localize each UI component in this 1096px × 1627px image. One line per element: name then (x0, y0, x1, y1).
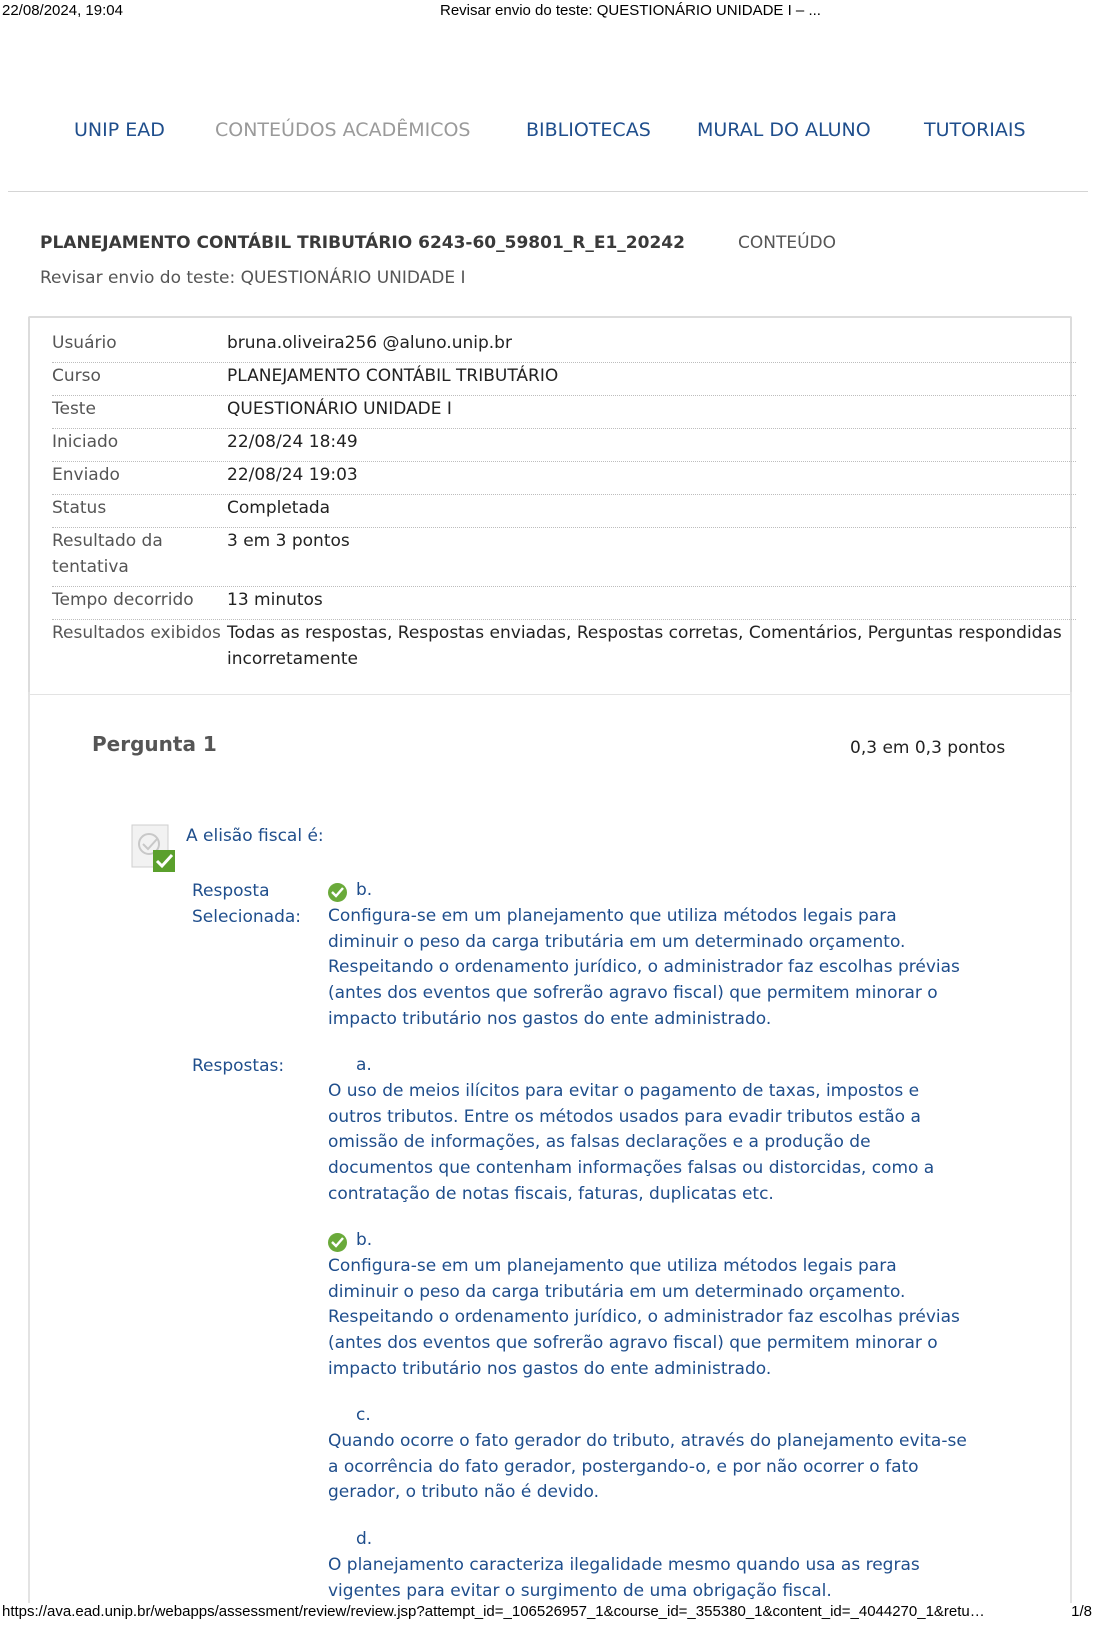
summary-row-usuario (52, 330, 1076, 363)
summary-label: Resultado da tentativa (52, 531, 163, 577)
summary-value: PLANEJAMENTO CONTÁBIL TRIBUTÁRIO (227, 366, 559, 386)
question-score: 0,3 em 0,3 pontos (850, 738, 1006, 758)
selected-answer-letter: b. (328, 878, 968, 904)
answer-option-b (328, 1228, 968, 1383)
print-title: Revisar envio do teste: QUESTIONÁRIO UNIDADE I – ... (440, 2, 821, 19)
summary-label: Enviado (52, 465, 120, 485)
answer-letter: a. (356, 1055, 372, 1075)
summary-row-tempo (52, 587, 1076, 620)
print-footer (0, 1603, 1096, 1623)
summary-label: Teste (52, 399, 96, 419)
answer-letter: c. (356, 1405, 371, 1425)
answer-text: O planejamento caracteriza ilegalidade mesmo quando usa as regras vigentes para evitar o surgimento de uma obrigação fiscal. (328, 1554, 920, 1601)
summary-row-iniciado (52, 429, 1076, 462)
print-header (0, 2, 1096, 22)
content-link[interactable]: CONTEÚDO (738, 233, 837, 253)
summary-row-resultados-exibidos (52, 620, 1076, 678)
check-icon (328, 1233, 347, 1252)
nav-mural-do-aluno[interactable]: MURAL DO ALUNO (697, 119, 871, 141)
answer-option-c (328, 1403, 968, 1506)
summary-label: Curso (52, 366, 101, 386)
summary-value: Completada (227, 498, 331, 518)
answer-letter: d. (356, 1529, 373, 1549)
answer-text: O uso de meios ilícitos para evitar o pagamento de taxas, impostos e outros tributos. Entre os métodos usados para evadir tributos estão a omissão de informações, as falsas declarações e a produção de documentos que contenham informações falsas ou distorcidas, como a contratação de notas fiscais, faturas, duplicatas etc. (328, 1080, 935, 1204)
answer-option-a (328, 1053, 968, 1208)
print-page-number: 1/8 (1071, 1603, 1092, 1620)
summary-label: Status (52, 498, 107, 518)
summary-row-status (52, 495, 1076, 528)
summary-value: QUESTIONÁRIO UNIDADE I (227, 399, 452, 419)
summary-label: Usuário (52, 333, 117, 353)
summary-row-resultado (52, 528, 1076, 587)
summary-row-enviado (52, 462, 1076, 495)
summary-value: 13 minutos (227, 590, 323, 610)
check-icon (328, 883, 347, 902)
top-navigation (0, 115, 1096, 155)
nav-conteudos-academicos[interactable]: CONTEÚDOS ACADÊMICOS (215, 119, 471, 141)
selected-answer-label: Resposta Selecionada: (192, 881, 302, 927)
correct-answer-icon (131, 824, 177, 874)
summary-row-curso (52, 363, 1076, 396)
summary-value: 3 em 3 pontos (227, 531, 350, 551)
summary-value: bruna.oliveira256 @aluno.unip.br (227, 333, 512, 353)
attempt-summary (28, 316, 1072, 695)
answer-text: Quando ocorre o fato gerador do tributo, através do planejamento evita-se a ocorrência do fato gerador, postergando-o, e por não ocorrer o fato gerador, o tributo não é devido. (328, 1430, 967, 1503)
answer-text: Configura-se em um planejamento que utiliza métodos legais para diminuir o peso da carga tributária em um determinado orçamento. Respeitando o ordenamento jurídico, o administrador faz escolhas prévias (antes dos eventos que sofrerão agravo fiscal) que permitem minorar o impacto tributário nos gastos do ente administrado. (328, 1255, 960, 1379)
summary-value: Todas as respostas, Respostas enviadas, Respostas corretas, Comentários, Perguntas respondidas incorretamente (227, 623, 1062, 669)
question-title: Pergunta 1 (92, 732, 217, 756)
answer-option-d (328, 1527, 968, 1604)
summary-value: 22/08/24 18:49 (227, 432, 358, 452)
summary-value: 22/08/24 19:03 (227, 465, 358, 485)
course-title: PLANEJAMENTO CONTÁBIL TRIBUTÁRIO 6243-60_59801_R_E1_20242 (40, 233, 685, 253)
nav-unip-ead[interactable]: UNIP EAD (74, 119, 165, 141)
summary-label: Tempo decorrido (52, 590, 194, 610)
answer-letter: b. (328, 1228, 968, 1254)
selected-answer-text: Configura-se em um planejamento que utiliza métodos legais para diminuir o peso da carga tributária em um determinado orçamento. Respeitando o ordenamento jurídico, o administrador faz escolhas prévias (antes dos eventos que sofrerão agravo fiscal) que permitem minorar o impacto tributário nos gastos do ente administrado. (328, 905, 960, 1029)
selected-answer (328, 878, 968, 1033)
nav-tutoriais[interactable]: TUTORIAIS (924, 119, 1026, 141)
print-url: https://ava.ead.unip.br/webapps/assessment/review/review.jsp?attempt_id=_106526957_1&course_id=_355380_1&content_id=_4044270_1&retu… (2, 1603, 985, 1620)
question-text: A elisão fiscal é: (186, 826, 324, 846)
summary-row-teste (52, 396, 1076, 429)
page-subtitle: Revisar envio do teste: QUESTIONÁRIO UNIDADE I (40, 268, 466, 288)
summary-label: Resultados exibidos (52, 623, 221, 643)
answers-label: Respostas: (192, 1056, 285, 1076)
nav-bibliotecas[interactable]: BIBLIOTECAS (526, 119, 651, 141)
print-datetime: 22/08/2024, 19:04 (2, 2, 123, 19)
summary-label: Iniciado (52, 432, 119, 452)
nav-divider (8, 191, 1088, 192)
